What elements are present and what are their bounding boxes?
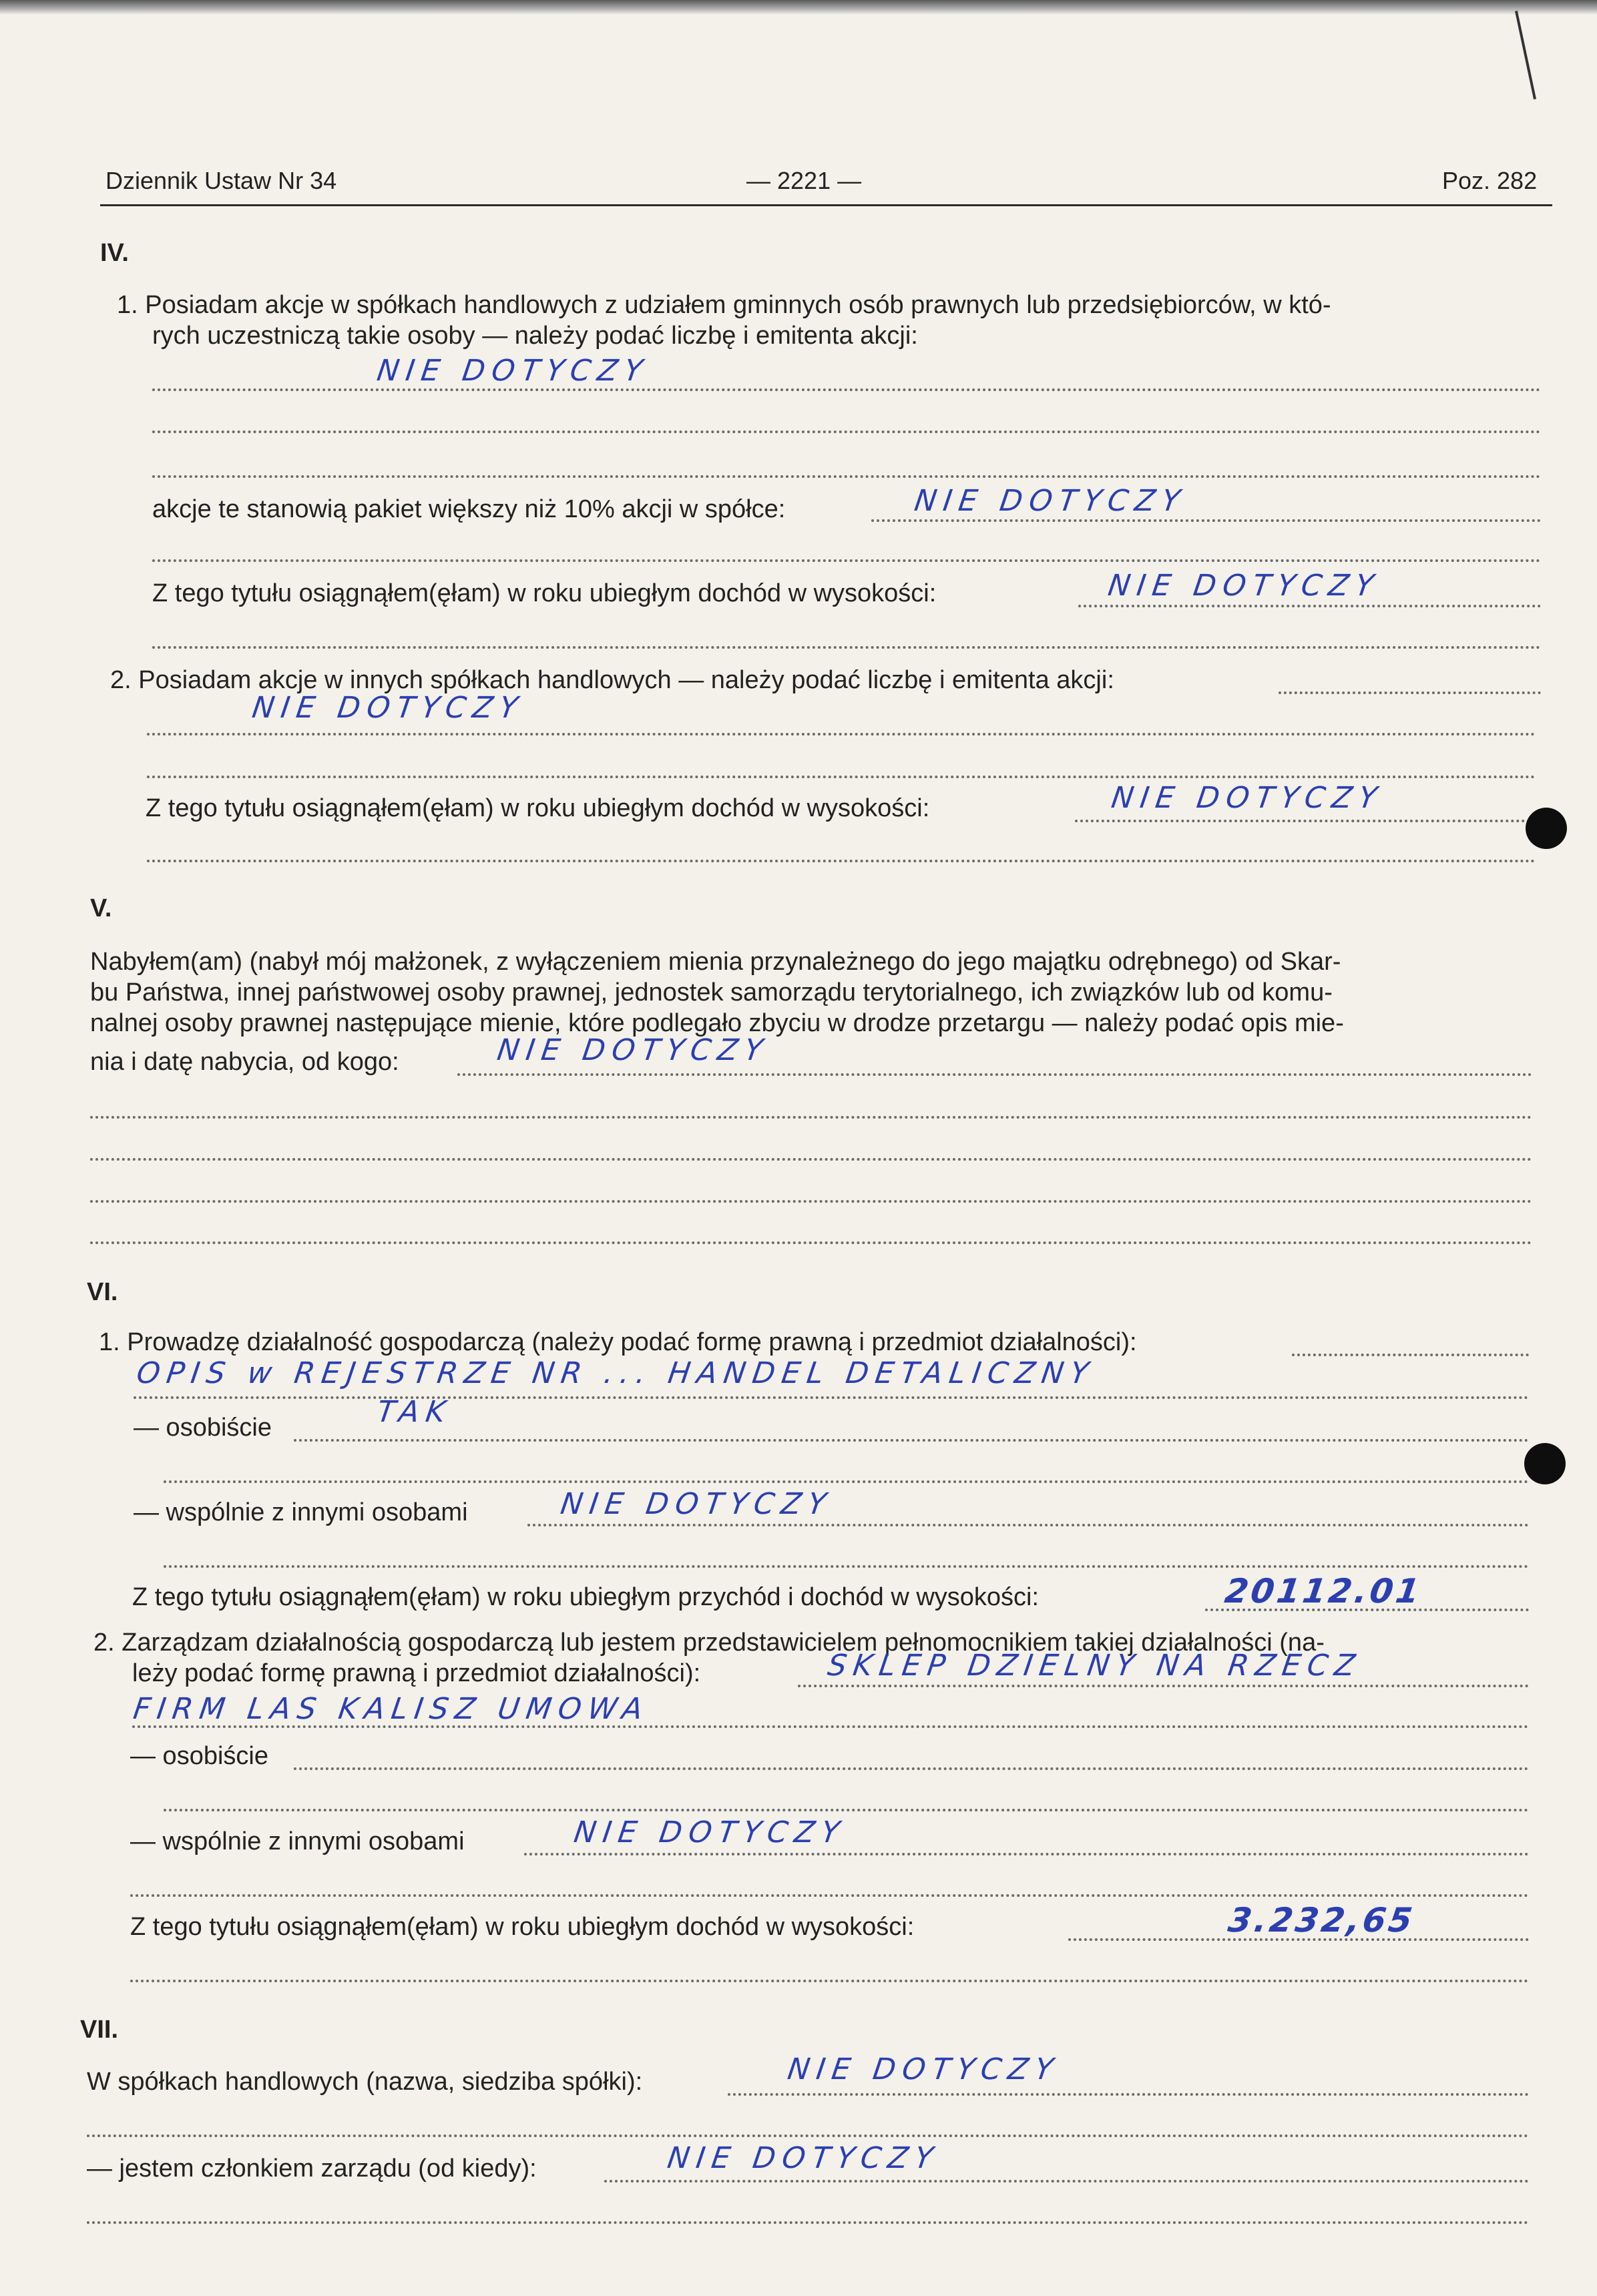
handwritten-answer: SKLEP DZIELNY NA RZECZ: [825, 1649, 1364, 1683]
s6-przychod-label: Z tego tytułu osiągnąłem(ęłam) w roku ubiegłym przychód i dochód w wysokości:: [132, 1583, 1040, 1611]
handwritten-answer: FIRM LAS KALISZ UMOWA: [131, 1692, 652, 1726]
s6-wspolnie1-label: — wspólnie z innymi osobami: [134, 1498, 468, 1526]
section-vi-title: VI.: [87, 1278, 118, 1306]
dotted-line: [1075, 820, 1536, 822]
header-page-number: — 2221 —: [746, 167, 862, 194]
dotted-line: [147, 860, 1536, 862]
scan-top-edge: [0, 0, 1597, 15]
binder-hole: [1526, 808, 1567, 849]
header-journal: Dziennik Ustaw Nr 34: [105, 167, 337, 194]
dotted-line: [90, 1200, 1532, 1203]
handwritten-answer: NIE DOTYCZY: [1106, 569, 1383, 603]
dotted-line: [798, 1685, 1529, 1687]
header-position: Poz. 282: [1442, 167, 1538, 194]
s4-p1-line1: 1. Posiadam akcje w spółkach handlowych z udziałem gminnych osób prawnych lub przedsiębiorców, w któ-: [117, 291, 1331, 319]
s7-line1: W spółkach handlowych (nazwa, siedziba spółki):: [87, 2068, 643, 2096]
handwritten-answer: NIE DOTYCZY: [495, 1033, 772, 1067]
handwritten-answer: OPIS w REJESTRZE NR ... HANDEL DETALICZNY: [134, 1356, 1098, 1390]
dotted-line: [457, 1073, 1532, 1076]
s7-line2: — jestem członkiem zarządu (od kiedy):: [87, 2155, 537, 2183]
dotted-line: [90, 1241, 1532, 1244]
dotted-line: [604, 2180, 1529, 2183]
dotted-line: [294, 1767, 1529, 1770]
dotted-line: [152, 388, 1541, 391]
scan-corner-mark: [1515, 11, 1536, 99]
dotted-line: [134, 1396, 1529, 1399]
section-v-title: V.: [90, 894, 112, 922]
dotted-line: [524, 1853, 1529, 1855]
s6-p2-line2: leży podać formę prawną i przedmiot działalności):: [132, 1659, 701, 1687]
dotted-line: [1279, 691, 1541, 694]
dotted-line: [1078, 605, 1541, 607]
dotted-line: [147, 776, 1536, 778]
handwritten-answer: NIE DOTYCZY: [375, 354, 652, 388]
s5-line4: nia i datę nabycia, od kogo:: [90, 1048, 399, 1076]
dotted-line: [152, 431, 1541, 433]
dotted-line: [87, 2221, 1529, 2224]
dotted-line: [130, 1894, 1529, 1897]
dotted-line: [152, 559, 1541, 562]
dotted-line: [527, 1524, 1529, 1526]
s6-dochod-label: Z tego tytułu osiągnąłem(ęłam) w roku ubiegłym dochód w wysokości:: [130, 1913, 915, 1941]
dotted-line: [147, 733, 1536, 736]
handwritten-answer: NIE DOTYCZY: [665, 2141, 942, 2175]
s4-pakiet-label: akcje te stanowią pakiet większy niż 10% akcji w spółce:: [152, 495, 786, 523]
s6-osobiscie2-label: — osobiście: [130, 1742, 268, 1770]
section-iv-title: IV.: [100, 239, 129, 267]
dotted-line: [152, 646, 1541, 649]
dotted-line: [87, 2134, 1529, 2137]
dotted-line: [130, 1980, 1529, 1982]
section-vii-title: VII.: [80, 2016, 119, 2044]
handwritten-answer: TAK: [375, 1395, 455, 1429]
s4-p2: 2. Posiadam akcje w innych spółkach handlowych — należy podać liczbę i emitenta akcji:: [110, 666, 1114, 694]
dotted-line: [90, 1158, 1532, 1161]
dotted-line: [164, 1809, 1529, 1811]
dotted-line: [164, 1480, 1529, 1483]
handwritten-answer: NIE DOTYCZY: [785, 2052, 1062, 2086]
s6-osobiscie1-label: — osobiście: [134, 1414, 272, 1442]
handwritten-answer: NIE DOTYCZY: [572, 1815, 849, 1849]
s5-line3: nalnej osoby prawnej następujące mienie, które podlegało zbyciu w drodze przetargu — należy podać opis mie-: [90, 1009, 1344, 1037]
s4-p1-line2: rych uczestniczą takie osoby — należy podać liczbę i emitenta akcji:: [152, 322, 918, 350]
dotted-line: [728, 2093, 1529, 2096]
handwritten-amount: 20112.01: [1222, 1572, 1425, 1611]
handwritten-answer: NIE DOTYCZY: [250, 691, 527, 725]
s5-line1: Nabyłem(am) (nabył mój małżonek, z wyłączeniem mienia przynależnego do jego majątku odrębnego) od Skar-: [90, 948, 1341, 976]
dotted-line: [871, 519, 1541, 522]
s4-dochod2-label: Z tego tytułu osiągnąłem(ęłam) w roku ubiegłym dochód w wysokości:: [146, 794, 930, 822]
handwritten-answer: NIE DOTYCZY: [558, 1487, 835, 1521]
dotted-line: [164, 1565, 1529, 1568]
s6-p2-line1: 2. Zarządzam działalnością gospodarczą lub jestem przedstawicielem pełnomocnikiem takiej działalności (na-: [93, 1629, 1325, 1657]
s6-p1: 1. Prowadzę działalność gospodarczą (należy podać formę prawną i przedmiot działalności):: [99, 1328, 1137, 1356]
dotted-line: [152, 475, 1541, 478]
binder-hole: [1524, 1443, 1566, 1484]
dotted-line: [90, 1116, 1532, 1119]
s6-wspolnie2-label: — wspólnie z innymi osobami: [130, 1827, 465, 1855]
handwritten-answer: NIE DOTYCZY: [1109, 781, 1386, 815]
dotted-line: [1292, 1354, 1529, 1356]
s5-line2: bu Państwa, innej państwowej osoby prawnej, jednostek samorządu terytorialnego, ich związków lub od komu-: [90, 978, 1333, 1007]
handwritten-amount: 3.232,65: [1225, 1901, 1417, 1940]
s4-dochod1-label: Z tego tytułu osiągnąłem(ęłam) w roku ubiegłym dochód w wysokości:: [152, 579, 937, 607]
header-rule: [100, 204, 1552, 206]
handwritten-answer: NIE DOTYCZY: [912, 484, 1189, 518]
dotted-line: [294, 1439, 1529, 1442]
